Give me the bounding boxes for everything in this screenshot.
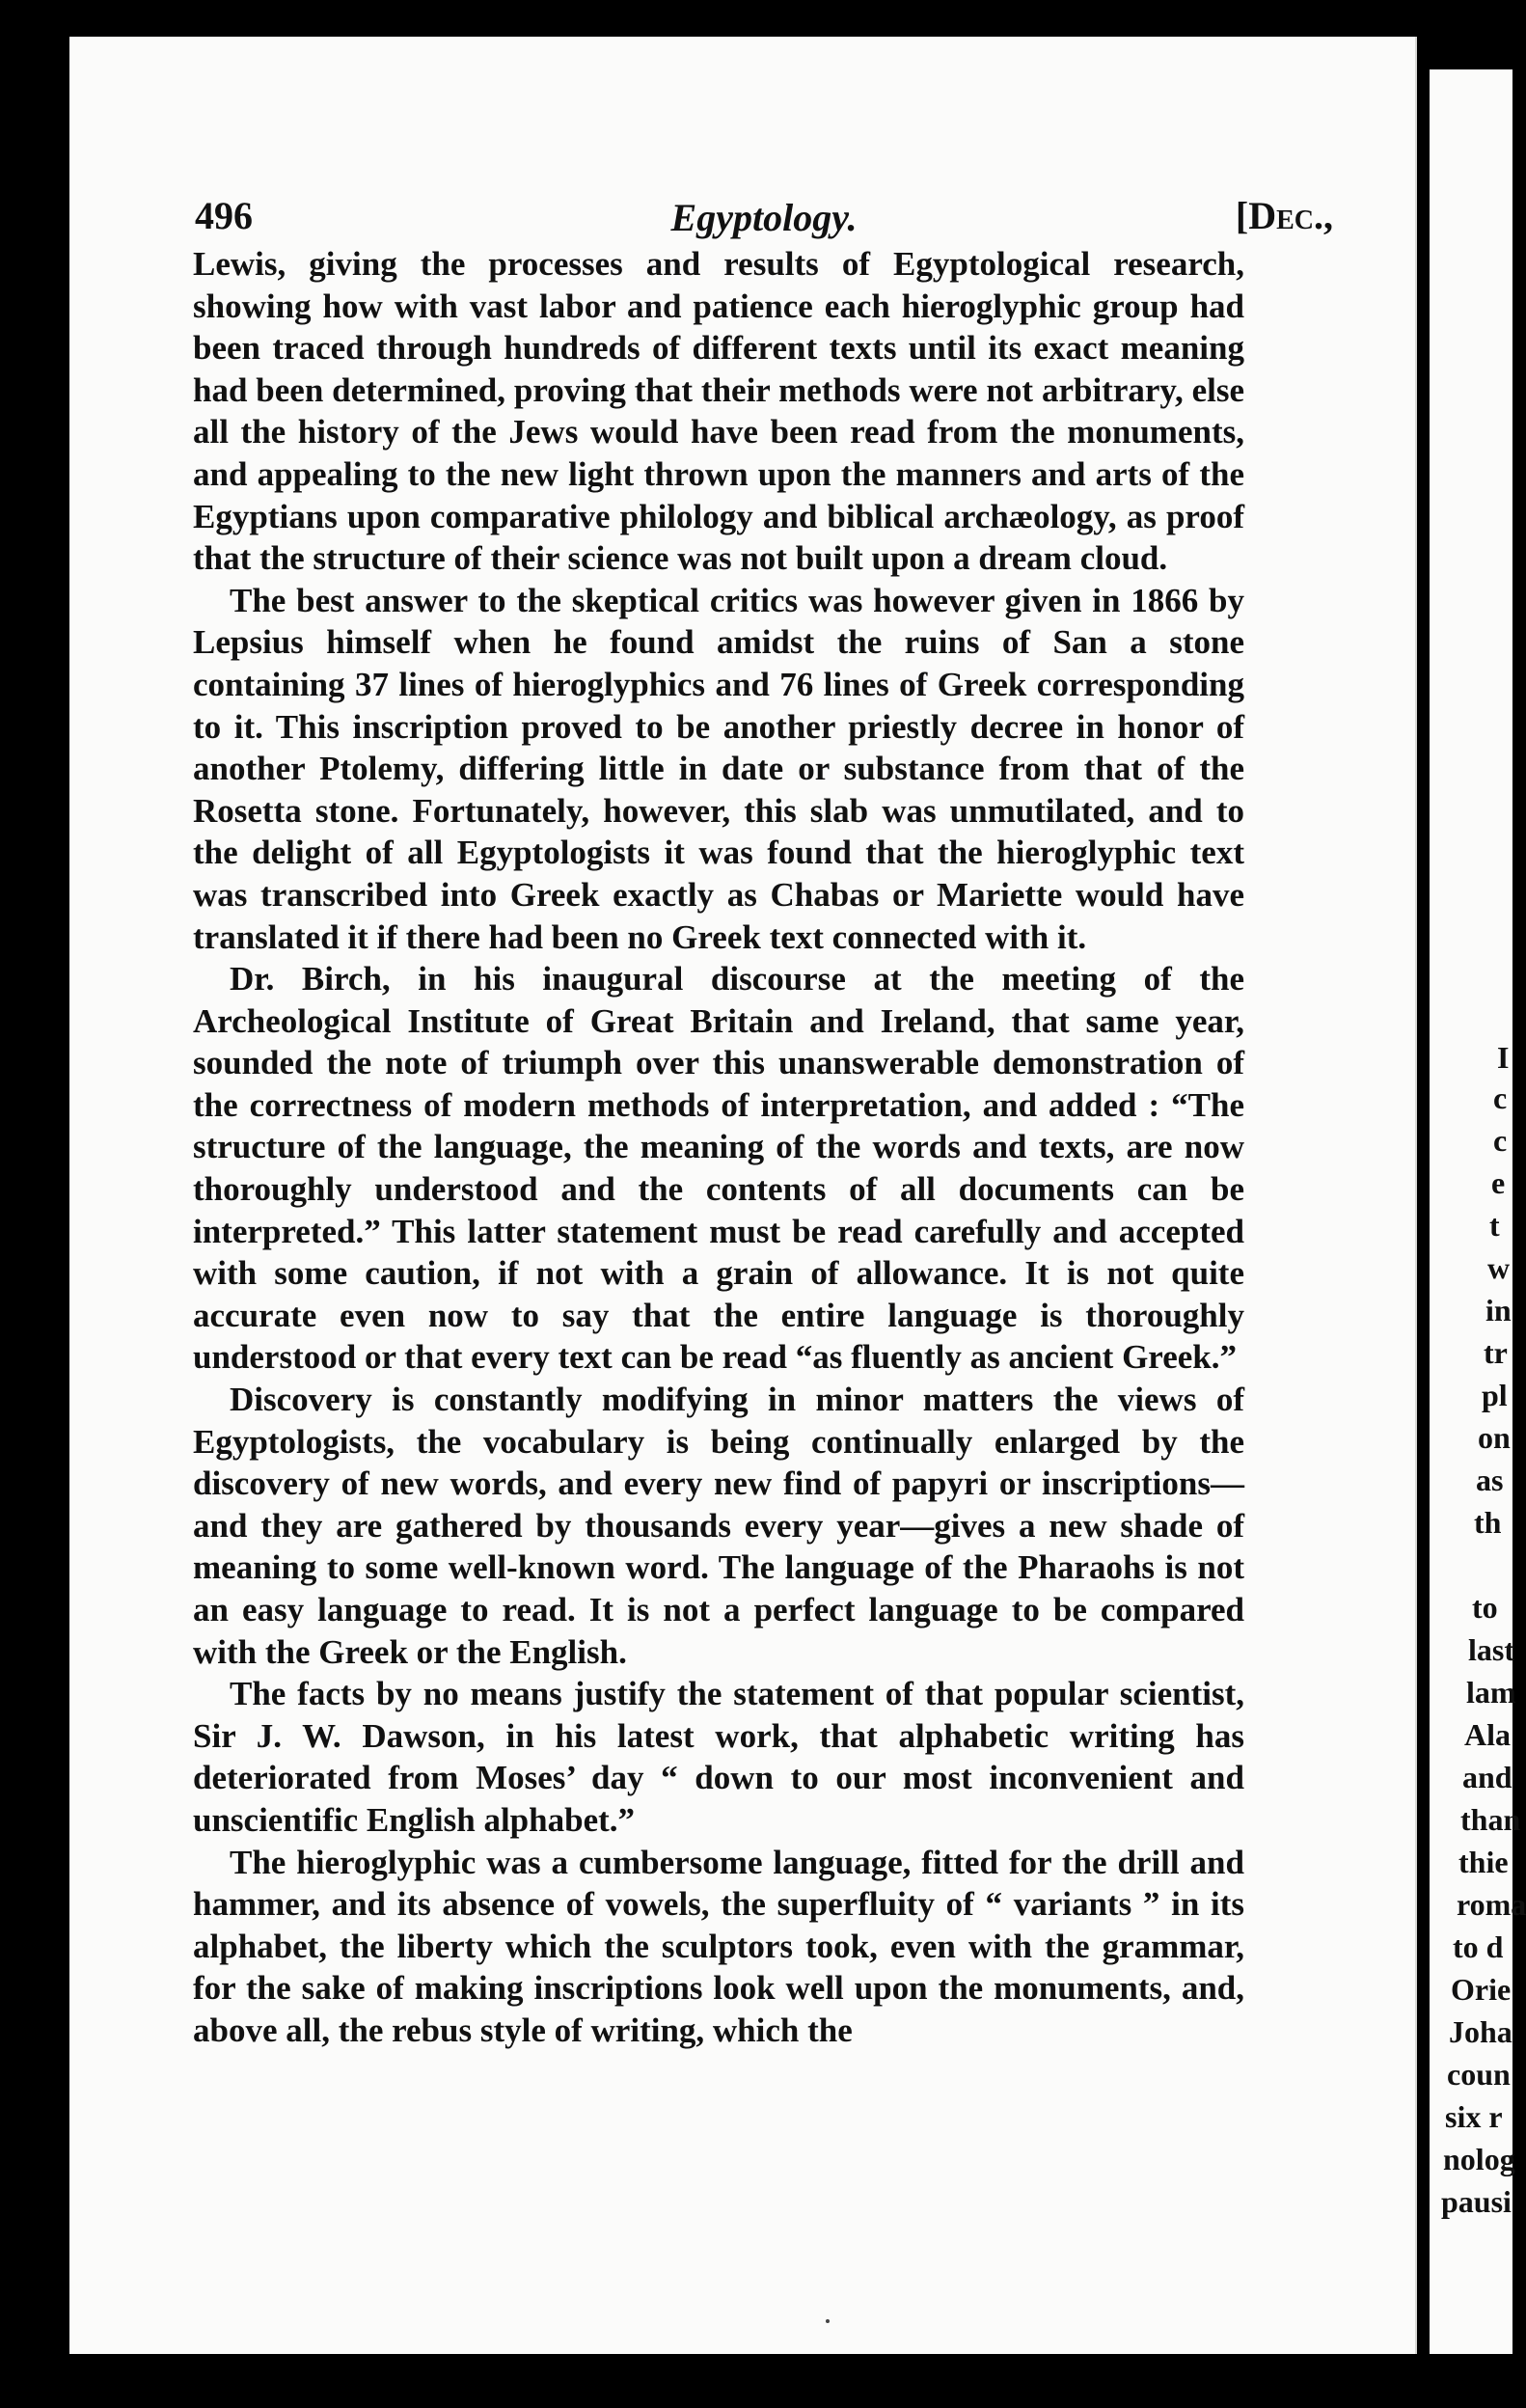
left-page	[69, 37, 1417, 2354]
paragraph-5: The facts by no means justify the statement of that popular scientist, Sir J. W. Dawson, in his latest work, that alphabetic writing has deteriorated from Moses’ day “ down to our most inconvenient and unscientific English alphabet.”	[193, 1675, 1244, 1839]
fragment-line: to d	[1453, 1929, 1504, 1964]
paragraph-4: Discovery is constantly modifying in minor matters the views of Egyptologists, the vocabulary is being continually enlarged by the discovery of new words, and every new find of papyri or inscriptions—and they are gathered by thousands every year—gives a new shade of meaning to some well-known word. The language of the Pharaohs is not an easy language to read. It is not a perfect language to be compared with the Greek or the English.	[193, 1381, 1244, 1671]
fragment-line: on	[1478, 1420, 1511, 1455]
fragment-line: thie	[1458, 1845, 1509, 1879]
right-page-edge	[1430, 69, 1526, 2354]
scan-speck	[826, 2319, 830, 2323]
running-header-right: [Dec.,	[1235, 194, 1333, 237]
fragment-line: I	[1497, 1040, 1510, 1075]
paragraph-6: The hieroglyphic was a cumbersome language, fitted for the drill and hammer, and its absence of vowels, the superfluity of “ variants ” in its alphabet, the liberty which the sculptors took, even with the grammar, for the sake of making inscriptions look well upon the monuments, and, above all, the rebus style of writing, which the	[193, 1843, 1244, 2049]
fragment-line: nolog	[1443, 2142, 1515, 2176]
fragment-line: c	[1493, 1123, 1508, 1158]
body-text	[193, 243, 1244, 2052]
fragment-line: Orie	[1451, 1972, 1512, 2007]
page-number: 496	[195, 194, 253, 237]
fragment-line: to	[1472, 1590, 1498, 1625]
fragment-line: and	[1462, 1760, 1512, 1794]
fragment-line: roma	[1457, 1887, 1526, 1922]
fragment-line: in	[1485, 1293, 1512, 1327]
running-title: Egyptology.	[670, 196, 858, 239]
fragment-line: tr	[1484, 1335, 1508, 1370]
paragraph-1: Lewis, giving the processes and results of Egyptological research, showing how with vast labor and patience each hieroglyphic group had been traced through hundreds of different texts until its exact meaning had been determined, proving that their methods were not arbitrary, else all the history of the Jews would have been read from the monuments, and appealing to the new light thrown upon the manners and arts of the Egyptians upon comparative philology and biblical archæology, as proof that the structure of their science was not built upon a dream cloud.	[193, 245, 1244, 578]
fragment-line: pl	[1482, 1378, 1508, 1412]
fragment-line: w	[1487, 1250, 1511, 1285]
fragment-line: six r	[1445, 2099, 1503, 2134]
fragment-line: coun	[1447, 2057, 1511, 2092]
fragment-line: Joha	[1449, 2014, 1512, 2049]
fragment-line: e	[1491, 1165, 1506, 1200]
fragment-line: lam	[1466, 1675, 1516, 1710]
fragment-line: Ala	[1464, 1717, 1511, 1752]
paragraph-2: The best answer to the skeptical critics was however given in 1866 by Lepsius himself when he found amidst the ruins of San a stone containing 37 lines of hieroglyphics and 76 lines of Greek corresponding to it. This inscription proved to be another priestly decree in honor of another Ptolemy, differing little in date or substance from that of the Rosetta stone. Fortunately, however, this slab was unmutilated, and to the delight of all Egyptologists it was found that the hieroglyphic text was transcribed into Greek exactly as Chabas or Mariette would have translated it if there had been no Greek text connected with it.	[193, 581, 1244, 956]
paragraph-3: Dr. Birch, in his inaugural discourse at the meeting of the Archeological Institute of Great Britain and Ireland, that same year, sounded the note of triumph over this unanswerable demonstration of the correctness of modern methods of interpretation, and added : “The structure of the language, the meaning of the words and texts, are now thoroughly understood and the contents of all documents can be interpreted.” This latter statement must be read carefully and accepted with some caution, if not with a grain of allowance. It is not quite accurate even now to say that the entire language is thoroughly understood or that every text can be read “as fluently as ancient Greek.”	[193, 960, 1244, 1377]
fragment-line: th	[1474, 1505, 1502, 1540]
fragment-line: than	[1460, 1802, 1521, 1837]
fragment-line: as	[1476, 1463, 1504, 1497]
fragment-line: t	[1489, 1208, 1500, 1243]
fragment-line: last	[1468, 1632, 1514, 1667]
fragment-line: pausi	[1441, 2184, 1512, 2219]
fragment-line: c	[1493, 1081, 1508, 1115]
